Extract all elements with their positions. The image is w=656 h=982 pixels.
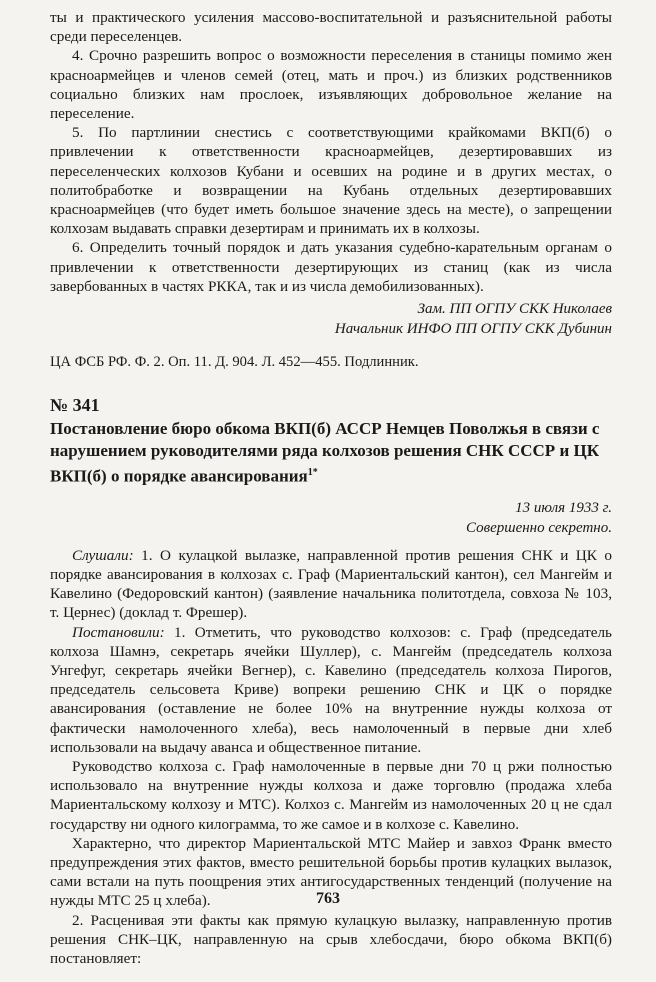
resolved-paragraph: [50, 623, 612, 757]
item-2-paragraph: 2. Расценивая эти факты как прямую кулацкую вылазку, направленную против решения СНК–ЦК, направленную на срыв хлебосдачи, бюро обкома ВКП(б) постановляет:: [50, 911, 612, 967]
resolved-label: Постановили:: [72, 623, 165, 641]
document-title-text: Постановление бюро обкома ВКП(б) АССР Немцев Поволжья в связи с нарушением руководителями ряда колхозов решения СНК СССР и ЦК ВКП(б) о порядке авансирования: [50, 419, 600, 486]
page-number: 763: [316, 890, 340, 907]
director-paragraph: Характерно, что директор Мариентальской МТС Майер и завхоз Франк вместо предупреждения этих фактов, вместо решительной борьбы против кулацких вылазок, сами встали на путь поощрения этих антигосударственных тенденций (получение на нужды МТС 25 ц хлеба).: [50, 834, 612, 910]
archive-source: ЦА ФСБ РФ. Ф. 2. Оп. 11. Д. 904. Л. 452—455. Подлинник.: [50, 354, 419, 371]
resolved-text: 1. Отметить, что руководство колхозов: с. Граф (председатель колхоза Шамнэ, секретарь ячейки Шуллер), с. Мангейм (председатель колхоза Унгефуг, секретарь ячейки Вегнер), с. Кавелино (председатель колхоза Пирогов, председатель сельсовета Криве) вопреки решению СНК и ЦК о порядке авансирования (оставление не более 10% на внутренние нужды колхоза от фактически намолоченного хлеба), весь намолоченный в первые дни хлеб использовали на выдачу аванса и общественное питание.: [50, 623, 612, 756]
item-5-paragraph: 5. По партлинии снестись с соответствующими крайкомами ВКП(б) о привлечении к ответственности красноармейцев, дезертировавших из переселенческих колхозов Кубани и осевших на родине и в других местах, о политобработке и возвращении на Кубань отдельных дезертировавших красноармейцев (что будет иметь большое значение здесь на месте), о запрещении колхозам выдавать справки дезертирам и принимать их в колхозы.: [50, 124, 612, 238]
classification-mark: Совершенно секретно.: [465, 519, 612, 536]
heard-label: Слушали:: [72, 546, 134, 564]
heard-text: 1. О кулацкой вылазке, направленной против решения СНК и ЦК о порядке авансирования в колхозах с. Граф (Мариентальский кантон), сел Мангейм и Кавелино (Федоровский кантон) (заявление начальника политотдела, совхоза № 103, т. Цернес) (доклад т. Фрешер).: [50, 546, 612, 622]
document-title: [50, 418, 612, 488]
item-4-paragraph: 4. Срочно разрешить вопрос о возможности переселения в станицы помимо жен красноармейцев и членов семей (отец, мать и проч.) из близких родственников социально близких нам прослоек, изъявляющих добровольное желание на переселение.: [50, 47, 612, 123]
graf-paragraph: Руководство колхоза с. Граф намолоченные в первые дни 70 ц ржи полностью использовало на внутренние нужды колхоза и даже торговлю (продажа хлеба Мариентальскому колхозу и МТС). Колхоз с. Мангейм из намолоченных 20 ц не сдал государству ни одного килограмма, то же самое и в колхозе с. Кавелино.: [50, 757, 612, 833]
document-number: № 341: [50, 395, 100, 416]
continuation-paragraph: ты и практического усиления массово-воспитательной и разъяснительной работы среди переселенцев.: [50, 9, 612, 46]
heard-paragraph: [50, 546, 612, 623]
item-6-paragraph: 6. Определить точный порядок и дать указания судебно-карательным органам о привлечении к ответственности дезертирующих из станиц (как из числа завербованных в частях РККА, так и из числа демобилизованных).: [50, 239, 612, 295]
signature-deputy: Зам. ПП ОГПУ СКК Николаев: [417, 301, 612, 318]
document-date: 13 июля 1933 г.: [515, 499, 612, 516]
footnote-mark: 1*: [307, 467, 318, 479]
signature-chief: Начальник ИНФО ПП ОГПУ СКК Дубинин: [334, 320, 612, 337]
